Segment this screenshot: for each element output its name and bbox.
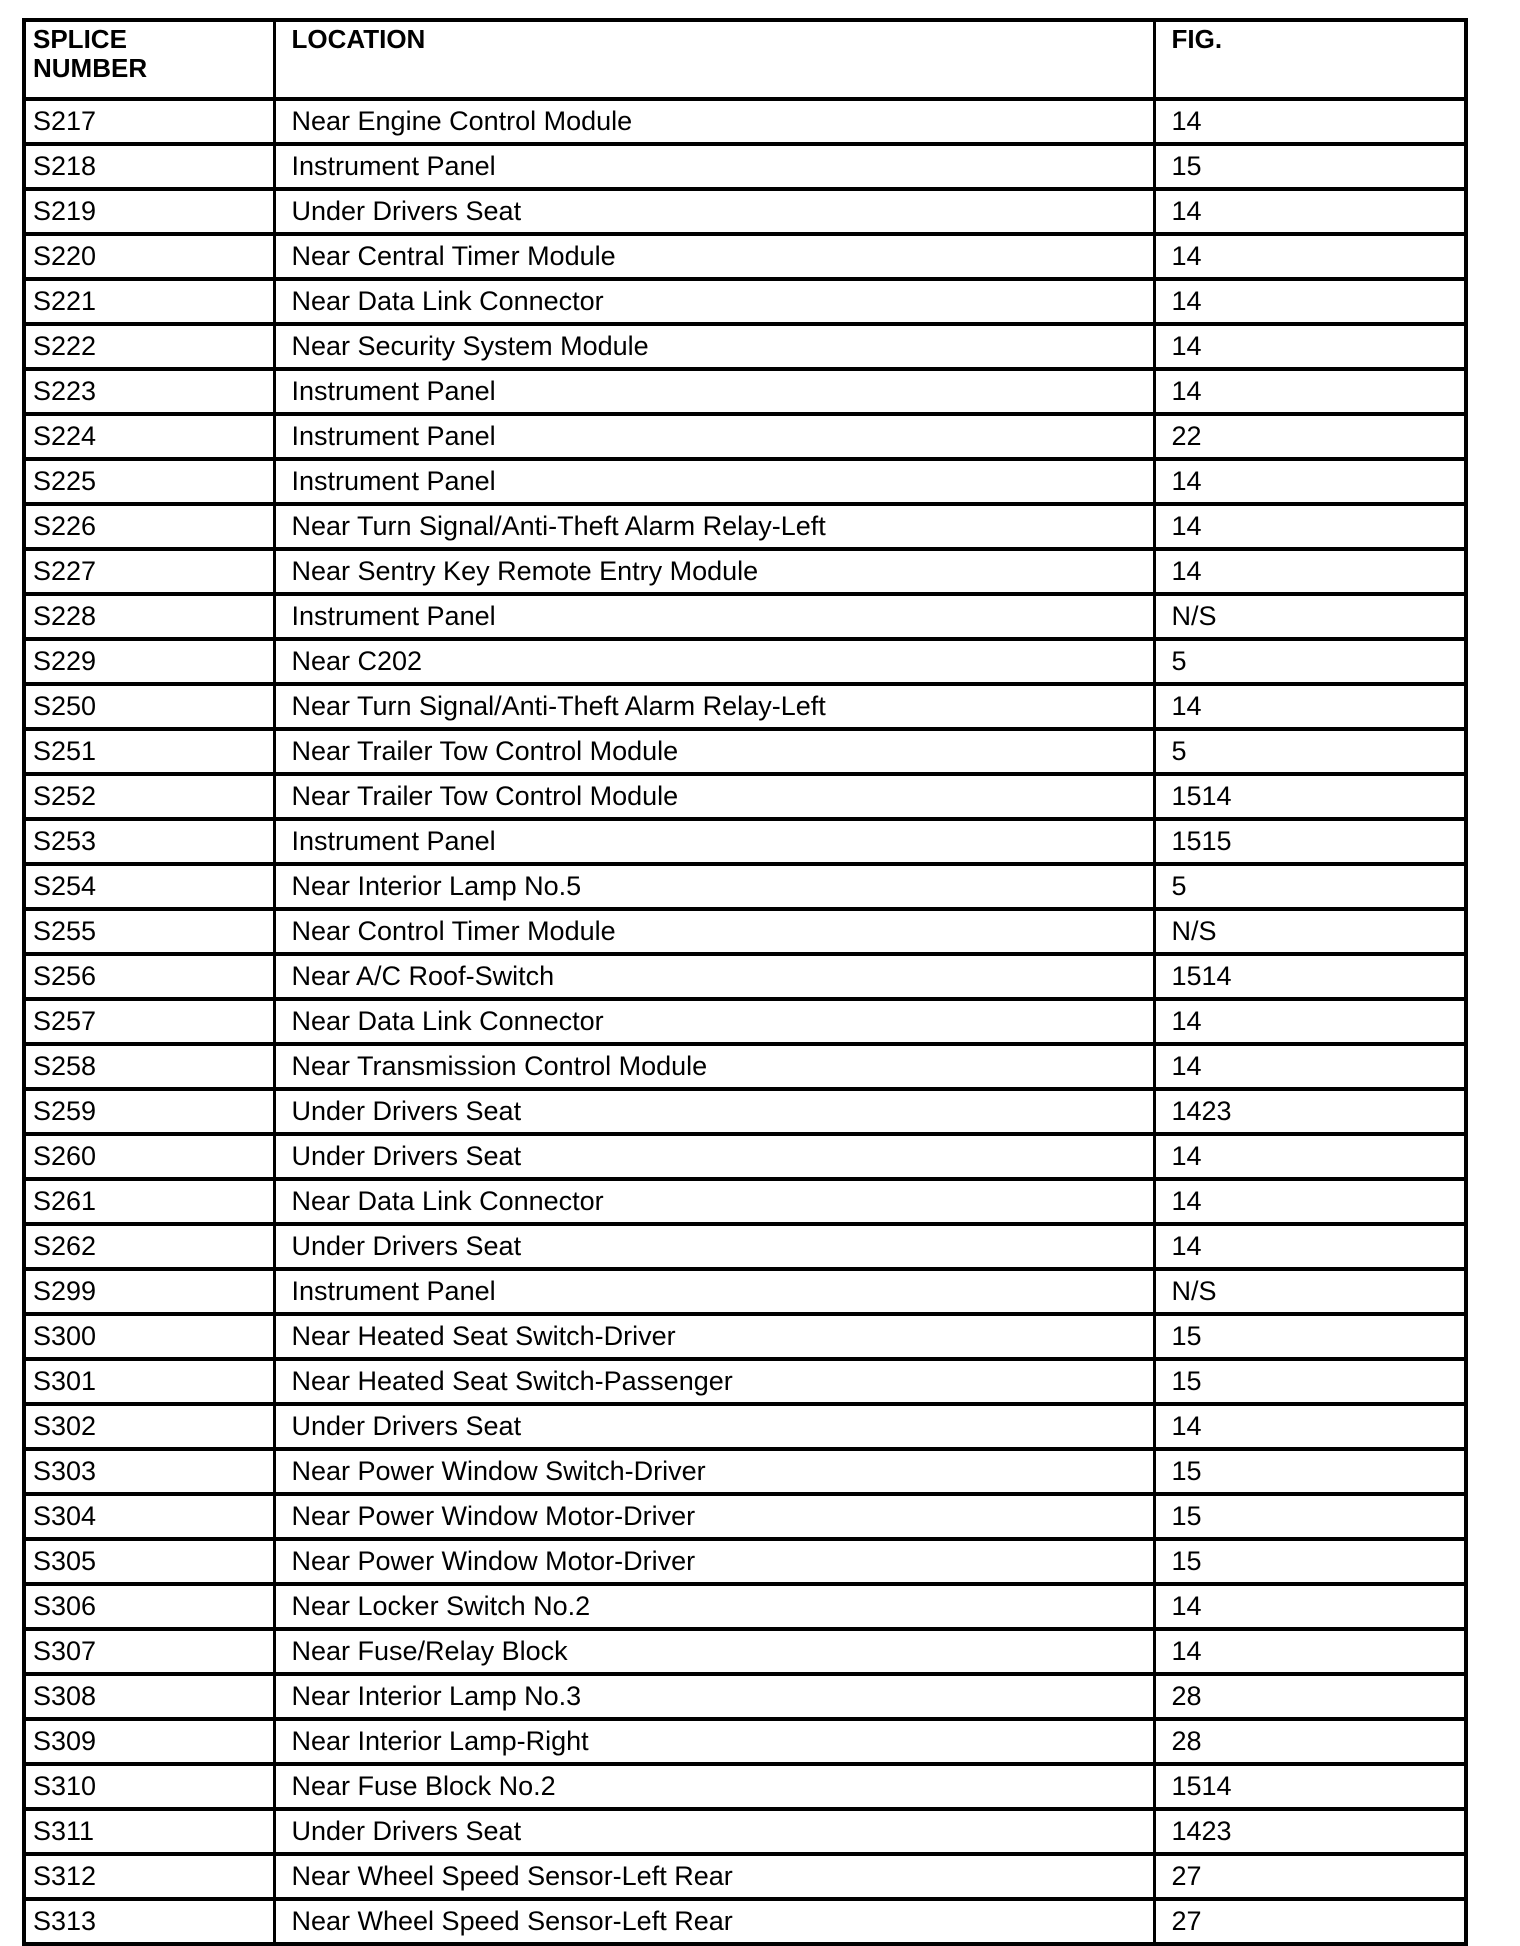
cell-splice-number: S255 [24,909,274,954]
cell-splice-number: S220 [24,234,274,279]
table-row [24,144,1466,189]
cell-location: Near Interior Lamp No.3 [274,1674,1154,1719]
header-fig: FIG. [1154,20,1466,99]
cell-fig: 1514 [1154,1764,1466,1809]
cell-fig: 27 [1154,1899,1466,1944]
cell-fig: 14 [1154,549,1466,594]
cell-fig: 15 [1154,1314,1466,1359]
cell-location: Near Transmission Control Module [274,1044,1154,1089]
cell-location: Near Locker Switch No.2 [274,1584,1154,1629]
cell-fig: 1423 [1154,1809,1466,1854]
cell-splice-number: S301 [24,1359,274,1404]
table-row [24,954,1466,999]
cell-location: Near C202 [274,639,1154,684]
cell-location: Instrument Panel [274,144,1154,189]
cell-fig: 15 [1154,1539,1466,1584]
table-header [24,20,1466,99]
table-row [24,324,1466,369]
cell-location: Instrument Panel [274,369,1154,414]
table-row [24,369,1466,414]
table-row [24,459,1466,504]
table-row [24,504,1466,549]
cell-location: Near Power Window Switch-Driver [274,1449,1154,1494]
cell-location: Near Fuse/Relay Block [274,1629,1154,1674]
cell-location: Near Interior Lamp-Right [274,1719,1154,1764]
cell-location: Near Central Timer Module [274,234,1154,279]
cell-splice-number: S224 [24,414,274,459]
table-row [24,279,1466,324]
cell-fig: 15 [1154,1449,1466,1494]
cell-location: Near Control Timer Module [274,909,1154,954]
table-row [24,189,1466,234]
table-row [24,684,1466,729]
cell-splice-number: S310 [24,1764,274,1809]
table-row [24,1179,1466,1224]
table-row [24,1044,1466,1089]
cell-fig: 1515 [1154,819,1466,864]
cell-fig: 27 [1154,1854,1466,1899]
cell-fig: 14 [1154,1044,1466,1089]
cell-fig: 1423 [1154,1089,1466,1134]
cell-location: Near Trailer Tow Control Module [274,774,1154,819]
cell-fig: N/S [1154,909,1466,954]
table-row [24,1809,1466,1854]
cell-fig: N/S [1154,1269,1466,1314]
cell-splice-number: S217 [24,99,274,144]
cell-splice-number: S303 [24,1449,274,1494]
cell-splice-number: S227 [24,549,274,594]
cell-fig: 1514 [1154,774,1466,819]
table-row [24,1539,1466,1584]
header-splice-line2: NUMBER [33,53,148,83]
table-row [24,1674,1466,1719]
table-row [24,1584,1466,1629]
cell-location: Near Sentry Key Remote Entry Module [274,549,1154,594]
cell-fig: 14 [1154,1179,1466,1224]
header-splice-line1: SPLICE [33,24,127,54]
table-row [24,549,1466,594]
header-location: LOCATION [274,20,1154,99]
cell-location: Near Heated Seat Switch-Passenger [274,1359,1154,1404]
cell-location: Instrument Panel [274,1269,1154,1314]
cell-splice-number: S309 [24,1719,274,1764]
cell-location: Near Data Link Connector [274,279,1154,324]
cell-splice-number: S251 [24,729,274,774]
table-row [24,414,1466,459]
cell-fig: 14 [1154,1224,1466,1269]
cell-location: Under Drivers Seat [274,189,1154,234]
cell-location: Instrument Panel [274,819,1154,864]
cell-splice-number: S254 [24,864,274,909]
cell-splice-number: S218 [24,144,274,189]
cell-splice-number: S312 [24,1854,274,1899]
table-row [24,774,1466,819]
table-row [24,1494,1466,1539]
cell-splice-number: S308 [24,1674,274,1719]
cell-fig: 5 [1154,639,1466,684]
cell-splice-number: S259 [24,1089,274,1134]
table-row [24,999,1466,1044]
cell-location: Near Fuse Block No.2 [274,1764,1154,1809]
table-row [24,864,1466,909]
cell-splice-number: S219 [24,189,274,234]
cell-fig: 14 [1154,324,1466,369]
cell-splice-number: S260 [24,1134,274,1179]
cell-fig: 28 [1154,1719,1466,1764]
cell-fig: N/S [1154,594,1466,639]
table-row [24,1269,1466,1314]
cell-fig: 1514 [1154,954,1466,999]
table-body [24,99,1466,1944]
cell-splice-number: S258 [24,1044,274,1089]
header-splice-number [24,20,274,99]
cell-splice-number: S228 [24,594,274,639]
table-row [24,1404,1466,1449]
cell-splice-number: S229 [24,639,274,684]
table-row [24,1224,1466,1269]
table-row [24,909,1466,954]
cell-location: Under Drivers Seat [274,1809,1154,1854]
cell-fig: 15 [1154,1494,1466,1539]
cell-fig: 14 [1154,999,1466,1044]
cell-fig: 28 [1154,1674,1466,1719]
cell-location: Near Trailer Tow Control Module [274,729,1154,774]
cell-fig: 15 [1154,1359,1466,1404]
cell-fig: 22 [1154,414,1466,459]
table-row [24,1359,1466,1404]
cell-location: Under Drivers Seat [274,1089,1154,1134]
table-row [24,234,1466,279]
cell-location: Near Security System Module [274,324,1154,369]
cell-fig: 14 [1154,1584,1466,1629]
table-row [24,99,1466,144]
cell-splice-number: S299 [24,1269,274,1314]
cell-splice-number: S252 [24,774,274,819]
table-row [24,1314,1466,1359]
splice-location-table [22,18,1468,1946]
cell-fig: 14 [1154,1629,1466,1674]
cell-location: Instrument Panel [274,414,1154,459]
cell-splice-number: S222 [24,324,274,369]
cell-splice-number: S306 [24,1584,274,1629]
cell-splice-number: S223 [24,369,274,414]
cell-splice-number: S302 [24,1404,274,1449]
cell-location: Near Turn Signal/Anti-Theft Alarm Relay-Left [274,504,1154,549]
table-row [24,1629,1466,1674]
cell-fig: 14 [1154,279,1466,324]
cell-location: Instrument Panel [274,459,1154,504]
cell-location: Near Wheel Speed Sensor-Left Rear [274,1854,1154,1899]
cell-fig: 14 [1154,99,1466,144]
table-row [24,1854,1466,1899]
table-row [24,594,1466,639]
cell-location: Near Wheel Speed Sensor-Left Rear [274,1899,1154,1944]
cell-splice-number: S304 [24,1494,274,1539]
table-row [24,729,1466,774]
cell-splice-number: S311 [24,1809,274,1854]
cell-fig: 14 [1154,684,1466,729]
table-row [24,1899,1466,1944]
cell-splice-number: S221 [24,279,274,324]
header-row [24,20,1466,99]
cell-splice-number: S257 [24,999,274,1044]
cell-splice-number: S305 [24,1539,274,1584]
cell-location: Near A/C Roof-Switch [274,954,1154,999]
cell-location: Near Interior Lamp No.5 [274,864,1154,909]
table-row [24,1449,1466,1494]
cell-splice-number: S253 [24,819,274,864]
table-row [24,819,1466,864]
cell-fig: 15 [1154,144,1466,189]
cell-location: Near Data Link Connector [274,1179,1154,1224]
cell-location: Under Drivers Seat [274,1134,1154,1179]
cell-fig: 14 [1154,234,1466,279]
cell-location: Near Engine Control Module [274,99,1154,144]
cell-location: Near Power Window Motor-Driver [274,1494,1154,1539]
cell-fig: 14 [1154,369,1466,414]
cell-location: Instrument Panel [274,594,1154,639]
cell-location: Under Drivers Seat [274,1224,1154,1269]
table-row [24,1134,1466,1179]
cell-splice-number: S307 [24,1629,274,1674]
table-row [24,1719,1466,1764]
table-row [24,1764,1466,1809]
cell-fig: 5 [1154,864,1466,909]
cell-splice-number: S262 [24,1224,274,1269]
table-row [24,639,1466,684]
cell-fig: 14 [1154,189,1466,234]
cell-fig: 5 [1154,729,1466,774]
cell-splice-number: S313 [24,1899,274,1944]
cell-fig: 14 [1154,1134,1466,1179]
cell-location: Near Data Link Connector [274,999,1154,1044]
cell-splice-number: S250 [24,684,274,729]
table-row [24,1089,1466,1134]
cell-location: Near Heated Seat Switch-Driver [274,1314,1154,1359]
cell-splice-number: S226 [24,504,274,549]
cell-fig: 14 [1154,504,1466,549]
cell-location: Near Power Window Motor-Driver [274,1539,1154,1584]
cell-splice-number: S261 [24,1179,274,1224]
cell-splice-number: S225 [24,459,274,504]
cell-fig: 14 [1154,1404,1466,1449]
cell-splice-number: S300 [24,1314,274,1359]
cell-location: Near Turn Signal/Anti-Theft Alarm Relay-Left [274,684,1154,729]
cell-location: Under Drivers Seat [274,1404,1154,1449]
cell-fig: 14 [1154,459,1466,504]
cell-splice-number: S256 [24,954,274,999]
